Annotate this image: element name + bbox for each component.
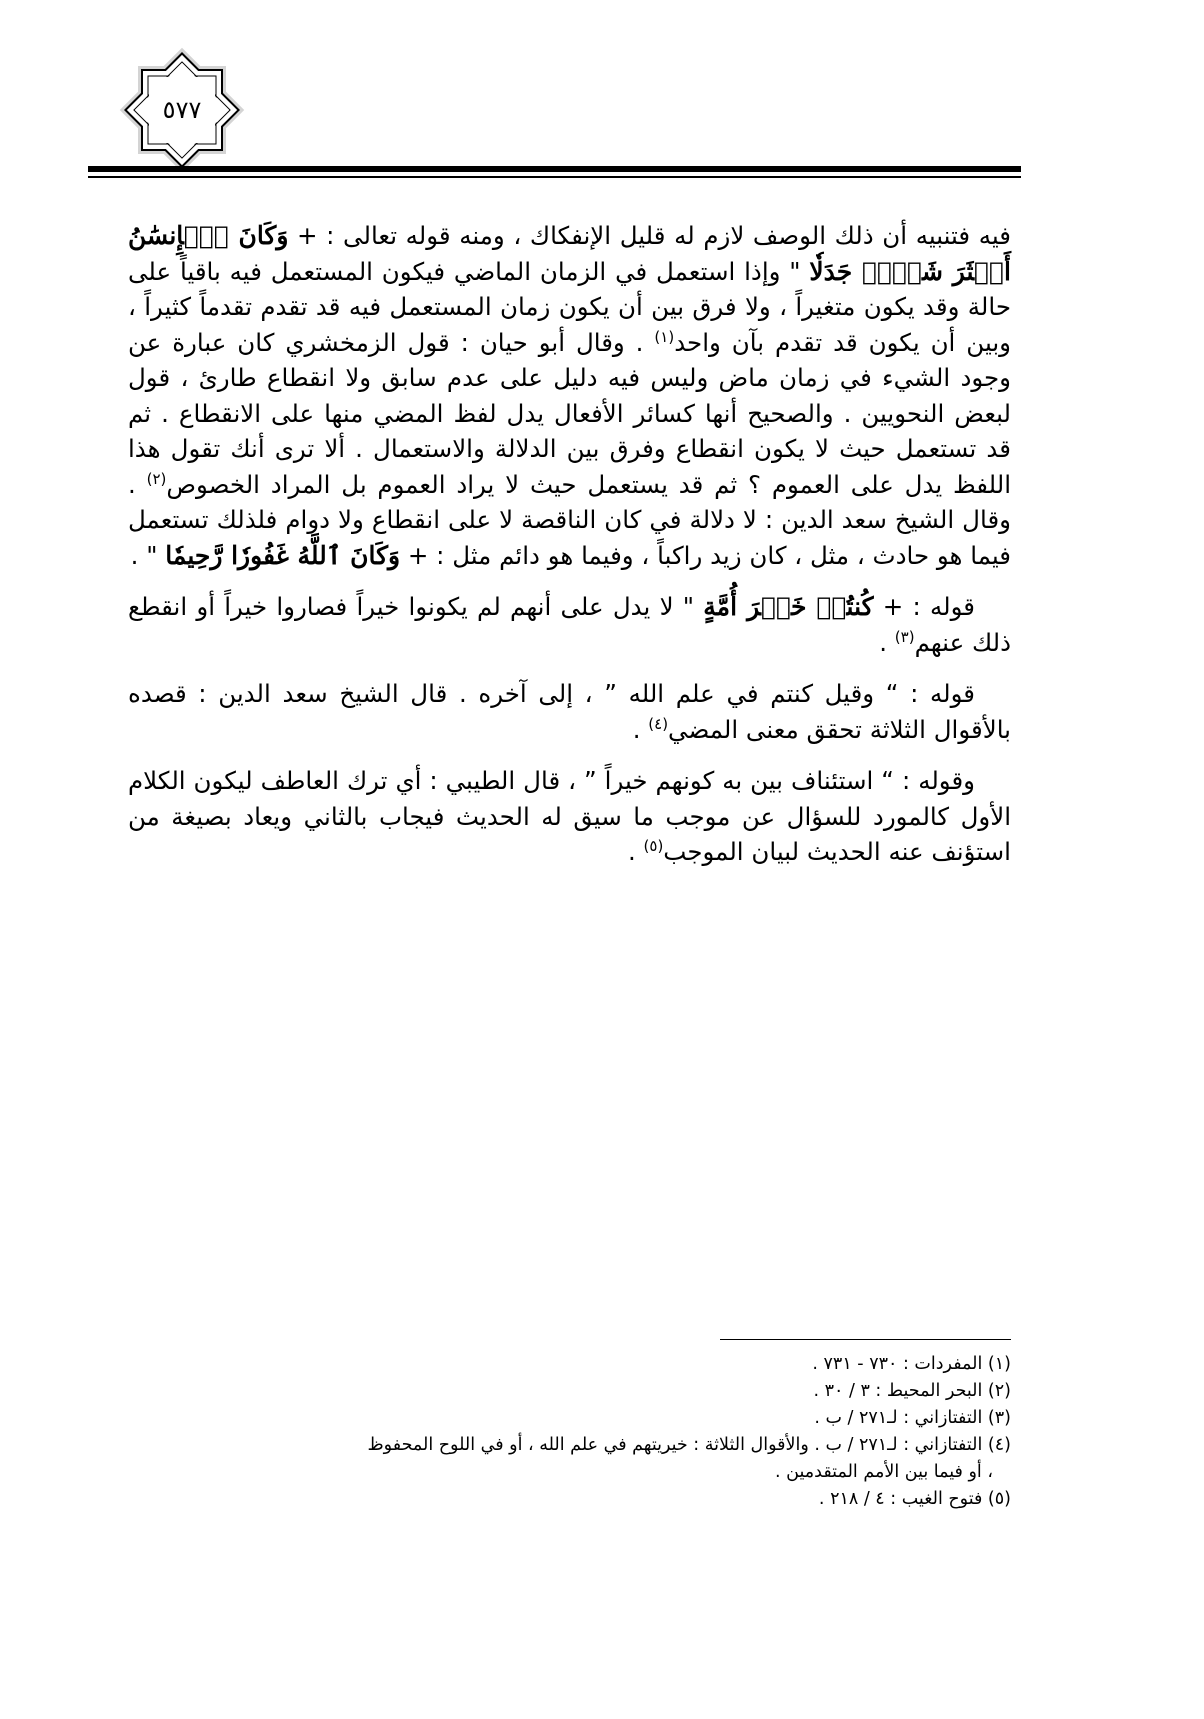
main-text — [128, 218, 1011, 870]
footnote-4-continued-text: ، أو فيما بين الأمم المتقدمين . — [775, 1462, 993, 1482]
p4-text-1: وقوله : “ استئناف بين به كونهم خيراً ” ، قال الطيبي : أي ترك العاطف ليكون الكلام الأول كالمورد للسؤال عن موجب ما سيق له الحديث فيجاب بالثاني ويعاد بصيغة من استؤنف عنه الحديث لبيان الموجب — [128, 766, 1011, 866]
paragraph-4 — [128, 763, 1011, 870]
p3-text-2: . — [632, 714, 649, 744]
footnote-separator — [720, 1339, 1011, 1340]
footnote-5: (٥) فتوح الغيب : ٤ / ٢١٨ . — [818, 1489, 1011, 1509]
footnote-ref-5: (٥) — [643, 836, 664, 855]
footnote-1: (١) المفردات : ٧٣٠ - ٧٣١ . — [812, 1354, 1011, 1374]
p1-text-5: " . — [130, 540, 166, 570]
quran-verse-3: كُنتُمۡ خَيۡرَ أُمَّةٍ — [703, 592, 874, 621]
header-rule-thin — [88, 176, 1021, 178]
footnote-2: (٢) البحر المحيط : ٣ / ٣٠ . — [813, 1381, 1011, 1401]
p2-text-1: قوله : + — [873, 592, 975, 621]
footnote-ref-2: (٢) — [146, 469, 167, 488]
footnote-ref-1: (١) — [654, 327, 675, 346]
p2-text-2: " لا يدل على أنهم لم يكونوا خيراً فصاروا خيراً أو انقطع ذلك عنهم — [128, 592, 1011, 657]
p2-text-3: . — [879, 627, 895, 657]
footnote-4-continued — [128, 1459, 1011, 1486]
footnote-ref-4: (٤) — [648, 714, 669, 733]
p1-text-4: . وقال الشيخ سعد الدين : لا دلالة في كان الناقصة لا على انقطاع ولا دوام فلذلك تستعمل فيما هو حادث ، مثل ، كان زيد راكباً ، وفيما هو دائم مثل : + — [128, 469, 1011, 570]
p1-text-3: . وقال أبو حيان : قول الزمخشري كان عبارة عن وجود الشيء في زمان ماض وليس فيه دليل على عدم سابق ولا انقطاع طارئ ، قول لبعض النحويين . والصحيح أنها كسائر الأفعال يدل لفظ المضي منها على الانقطاع . ثم قد تستعمل حيث لا يكون انقطاع وفرق بين الدلالة والاستعمال . ألا ترى أنك تقول هذا اللفظ يدل على العموم ؟ ثم قد يستعمل حيث لا يراد العموم بل المراد الخصوص — [128, 327, 1011, 499]
footnote-3: (٣) التفتازاني : لـ٢٧١ / ب . — [814, 1408, 1011, 1428]
p1-text-1: فيه فتنبيه أن ذلك الوصف لازم له قليل الإنفكاك ، ومنه قوله تعالى : + — [288, 221, 1011, 250]
page-number: ٥٧٧ — [162, 96, 202, 124]
quran-verse-1: وَكَانَ ٱلۡإِنسَٰنُ أَكۡثَرَ شَيۡءٖ جَدَلٗا — [128, 221, 1011, 286]
header-rule-thick — [88, 166, 1021, 172]
paragraph-3 — [128, 676, 1011, 747]
paragraph-2 — [128, 589, 1011, 660]
p1-text-2: " وإذا استعمل في الزمان الماضي فيكون المستعمل فيه باقياً على حالة وقد يكون متغيراً ، ولا فرق بين أن يكون زمان المستعمل فيه قد تقدم تقدماً كثيراً ، وبين أن يكون قد تقدم بآن واحد — [128, 256, 1011, 357]
p4-text-2: . — [627, 837, 644, 866]
footnote-4: (٤) التفتازاني : لـ٢٧١ / ب . والأقوال الثلاثة : خيريتهم في علم الله ، أو في اللوح المحفوظ — [367, 1435, 1011, 1455]
footnote-ref-3: (٣) — [894, 627, 915, 646]
p3-text-1: قوله : “ وقيل كنتم في علم الله ” ، إلى آخره . قال الشيخ سعد الدين : قصده بالأقوال الثلاثة تحقق معنى المضي — [128, 679, 1011, 744]
paragraph-1 — [128, 218, 1011, 573]
footnotes — [128, 1351, 1011, 1513]
quran-verse-2: وَكَانَ ٱللَّهُ غَفُورٗا رَّحِيمٗا — [165, 540, 401, 570]
